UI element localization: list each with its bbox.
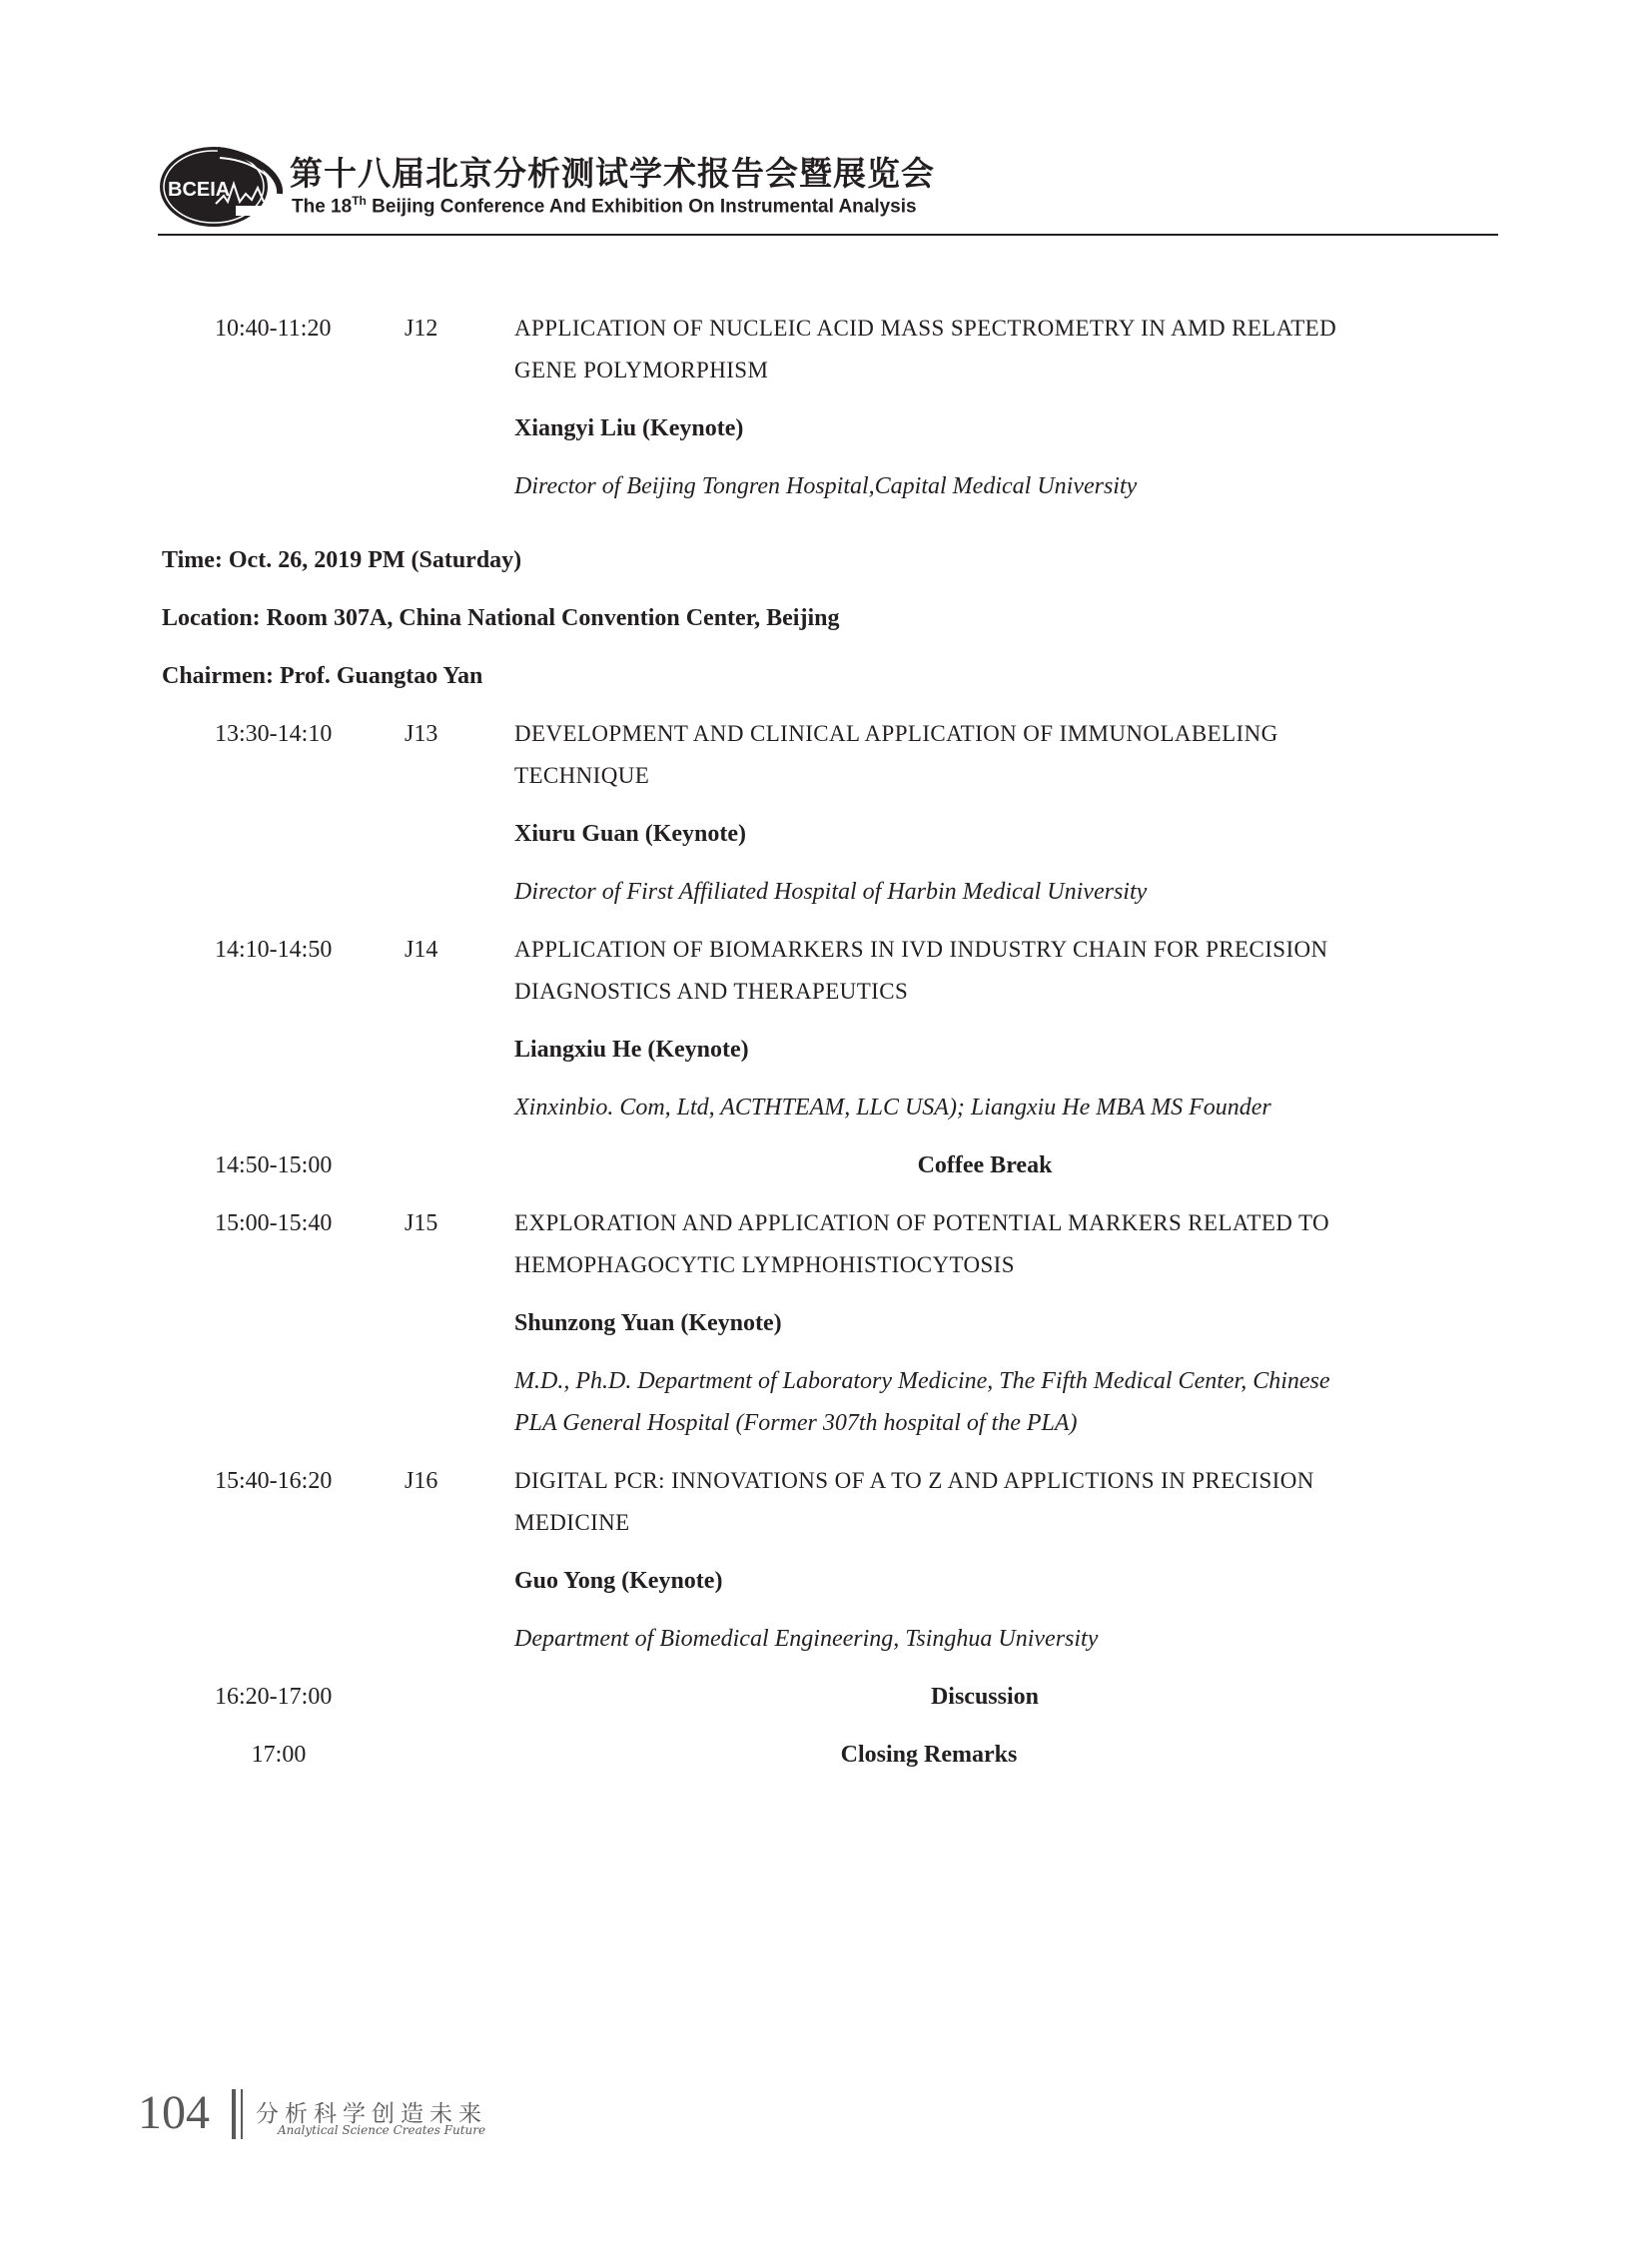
talk-speaker: Guo Yong (Keynote) xyxy=(514,1568,723,1594)
talk-affiliation: PLA General Hospital (Former 307th hospital of the PLA) xyxy=(514,1410,1078,1436)
closing-remarks-label: Closing Remarks xyxy=(840,1742,1018,1768)
page-header xyxy=(158,138,1496,238)
session-location: Location: Room 307A, China National Convention Center, Beijing xyxy=(162,605,840,631)
footer-slogan-cn: 分析科学创造未来 xyxy=(256,2101,487,2127)
break-time: 17:00 xyxy=(251,1742,307,1768)
session-chairmen: Chairmen: Prof. Guangtao Yan xyxy=(162,663,483,689)
talk-affiliation: Director of Beijing Tongren Hospital,Capital Medical University xyxy=(514,473,1138,499)
talk-time: 10:40-11:20 xyxy=(215,316,332,342)
talk-speaker: Liangxiu He (Keynote) xyxy=(514,1037,749,1063)
header-divider xyxy=(158,234,1498,236)
talk-title: HEMOPHAGOCYTIC LYMPHOHISTIOCYTOSIS xyxy=(514,1252,1015,1277)
talk-title: EXPLORATION AND APPLICATION OF POTENTIAL MARKERS RELATED TO xyxy=(514,1210,1330,1235)
page-number: 104 xyxy=(138,2086,210,2139)
conference-title-en: The 18Th Beijing Conference And Exhibition On Instrumental Analysis xyxy=(292,194,917,218)
talk-code: J14 xyxy=(405,937,438,963)
break-time: 14:50-15:00 xyxy=(215,1152,333,1178)
talk-speaker: Xiuru Guan (Keynote) xyxy=(514,821,747,847)
talk-title: MEDICINE xyxy=(514,1510,630,1535)
talk-title: APPLICATION OF NUCLEIC ACID MASS SPECTROMETRY IN AMD RELATED xyxy=(514,316,1337,341)
talk-affiliation: Director of First Affiliated Hospital of Harbin Medical University xyxy=(514,879,1148,905)
talk-speaker: Xiangyi Liu (Keynote) xyxy=(514,415,744,441)
footer-divider xyxy=(232,2089,236,2139)
talk-time: 13:30-14:10 xyxy=(215,721,333,747)
talk-code: J12 xyxy=(405,316,438,342)
footer-slogan-en: Analytical Science Creates Future xyxy=(278,2123,486,2137)
coffee-break-label: Coffee Break xyxy=(917,1152,1053,1178)
talk-title: DEVELOPMENT AND CLINICAL APPLICATION OF IMMUNOLABELING xyxy=(514,721,1278,746)
bceia-logo xyxy=(158,144,286,230)
talk-title: DIAGNOSTICS AND THERAPEUTICS xyxy=(514,979,909,1004)
session-time: Time: Oct. 26, 2019 PM (Saturday) xyxy=(162,547,522,573)
footer-divider xyxy=(241,2089,243,2139)
talk-title: APPLICATION OF BIOMARKERS IN IVD INDUSTRY CHAIN FOR PRECISION xyxy=(514,937,1328,962)
break-time: 16:20-17:00 xyxy=(215,1684,333,1710)
discussion-label: Discussion xyxy=(930,1684,1040,1710)
talk-affiliation: Xinxinbio. Com, Ltd, ACTHTEAM, LLC USA); Liangxiu He MBA MS Founder xyxy=(514,1095,1271,1121)
talk-time: 15:00-15:40 xyxy=(215,1210,333,1236)
talk-code: J15 xyxy=(405,1210,438,1236)
talk-speaker: Shunzong Yuan (Keynote) xyxy=(514,1310,782,1336)
conference-title-cn: 第十八届北京分析测试学术报告会暨展览会 xyxy=(290,154,935,193)
talk-affiliation: Department of Biomedical Engineering, Tsinghua University xyxy=(514,1626,1099,1652)
svg-text:BCEIA: BCEIA xyxy=(168,179,231,201)
talk-code: J13 xyxy=(405,721,438,747)
talk-time: 15:40-16:20 xyxy=(215,1468,333,1494)
talk-title: GENE POLYMORPHISM xyxy=(514,358,769,382)
talk-time: 14:10-14:50 xyxy=(215,937,333,963)
talk-title: TECHNIQUE xyxy=(514,763,650,788)
talk-affiliation: M.D., Ph.D. Department of Laboratory Medicine, The Fifth Medical Center, Chinese xyxy=(514,1368,1330,1394)
talk-title: DIGITAL PCR: INNOVATIONS OF A TO Z AND APPLICTIONS IN PRECISION xyxy=(514,1468,1314,1493)
talk-code: J16 xyxy=(405,1468,438,1494)
